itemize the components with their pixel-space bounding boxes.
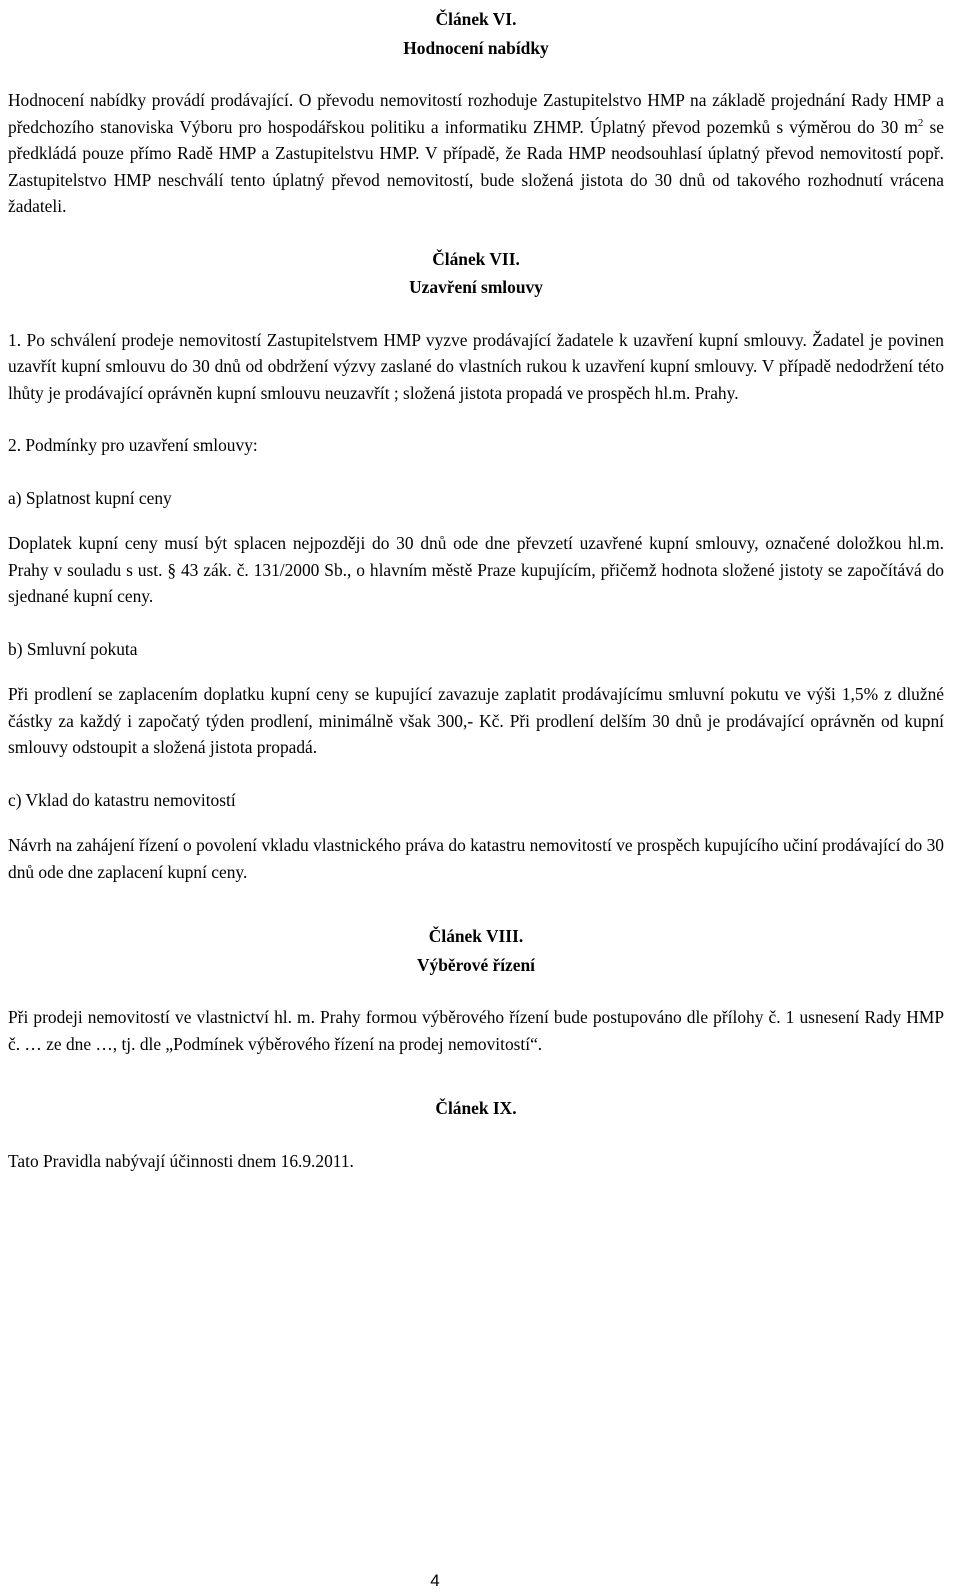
- article-7-point-2: 2. Podmínky pro uzavření smlouvy:: [8, 435, 258, 455]
- article-6-paragraph: [8, 87, 944, 220]
- article-6-subtitle: Hodnocení nabídky: [403, 37, 549, 58]
- section-a-text: Doplatek kupní ceny musí být splacen nejpozději do 30 dnů ode dne převzetí uzavřené kupní smlouvy, označené doložkou hl.m. Prahy v souladu s ust. § 43 zák. č. 131/2000 Sb., o hlavním městě Praze kupujícím, přičemž hodnota složené jistoty se započítává do sjednané kupní ceny.: [8, 533, 944, 606]
- article-6-text-part1: Hodnocení nabídky provádí prodávající. O převodu nemovitostí rozhoduje Zastupitelstvo HMP na základě projednání Rady HMP a předchozího stanoviska Výboru pro hospodářskou politiku a informatiku ZHMP. Úplatný převod pozemků s výměrou do 30 m: [8, 90, 944, 137]
- article-9-text: Tato Pravidla nabývají účinnosti dnem 16.9.2011.: [8, 1150, 354, 1171]
- page-number: 4: [430, 1571, 440, 1590]
- article-7-subtitle: Uzavření smlouvy: [409, 277, 543, 297]
- article-9-title: Článek IX.: [435, 1098, 517, 1118]
- section-b-title: b) Smluvní pokuta: [8, 638, 138, 659]
- section-a-title: a) Splatnost kupní ceny: [8, 487, 172, 508]
- article-8-title: Článek VIII.: [428, 926, 524, 946]
- article-7-title: Článek VII.: [432, 248, 520, 269]
- document-page: [8, 6, 944, 1174]
- article-8-subtitle: Výběrové řízení: [417, 954, 535, 975]
- article-7-point-1: 1. Po schválení prodeje nemovitostí Zastupitelstvem HMP vyzve prodávající žadatele k uzavření kupní smlouvy. Žadatel je povinen uzavřít kupní smlouvu do 30 dnů od obdržení výzvy zaslané do vlastních rukou k uzavření kupní smlouvy. V případě nedodržení této lhůty je prodávající oprávněn kupní smlouvu neuzavřít ; složená jistota propadá ve prospěch hl.m. Prahy.: [8, 329, 944, 403]
- section-c-title: c) Vklad do katastru nemovitostí: [8, 789, 236, 810]
- superscript-2: 2: [917, 116, 924, 129]
- article-8-text: Při prodeji nemovitostí ve vlastnictví hl. m. Prahy formou výběrového řízení bude postupováno dle přílohy č. 1 usnesení Rady HMP č. … ze dne …, tj. dle „Podmínek výběrového řízení na prodej nemovitostí“.: [8, 1007, 944, 1054]
- section-b-text: Při prodlení se zaplacením doplatku kupní ceny se kupující zavazuje zaplatit prodávajícímu smluvní pokutu ve výši 1,5% z dlužné částky za každý i započatý týden prodlení, minimálně však 300,- Kč. Při prodlení delším 30 dnů je prodávající oprávněn od kupní smlouvy odstoupit a složená jistota propadá.: [8, 684, 944, 757]
- section-c-text: Návrh na zahájení řízení o povolení vkladu vlastnického práva do katastru nemovitostí ve prospěch kupujícího učiní prodávající do 30 dnů ode dne zaplacení kupní ceny.: [8, 835, 944, 882]
- article-6-text-part2: se předkládá pouze přímo Radě HMP a Zastupitelstvu HMP. V případě, že Rada HMP neodsouhlasí úplatný převod nemovitostí popř. Zastupitelstvo HMP neschválí tento úplatný převod nemovitostí, bude složená jistota do 30 dnů od takového rozhodnutí vrácena žadateli.: [8, 116, 944, 216]
- article-6-title: Článek VI.: [435, 9, 517, 29]
